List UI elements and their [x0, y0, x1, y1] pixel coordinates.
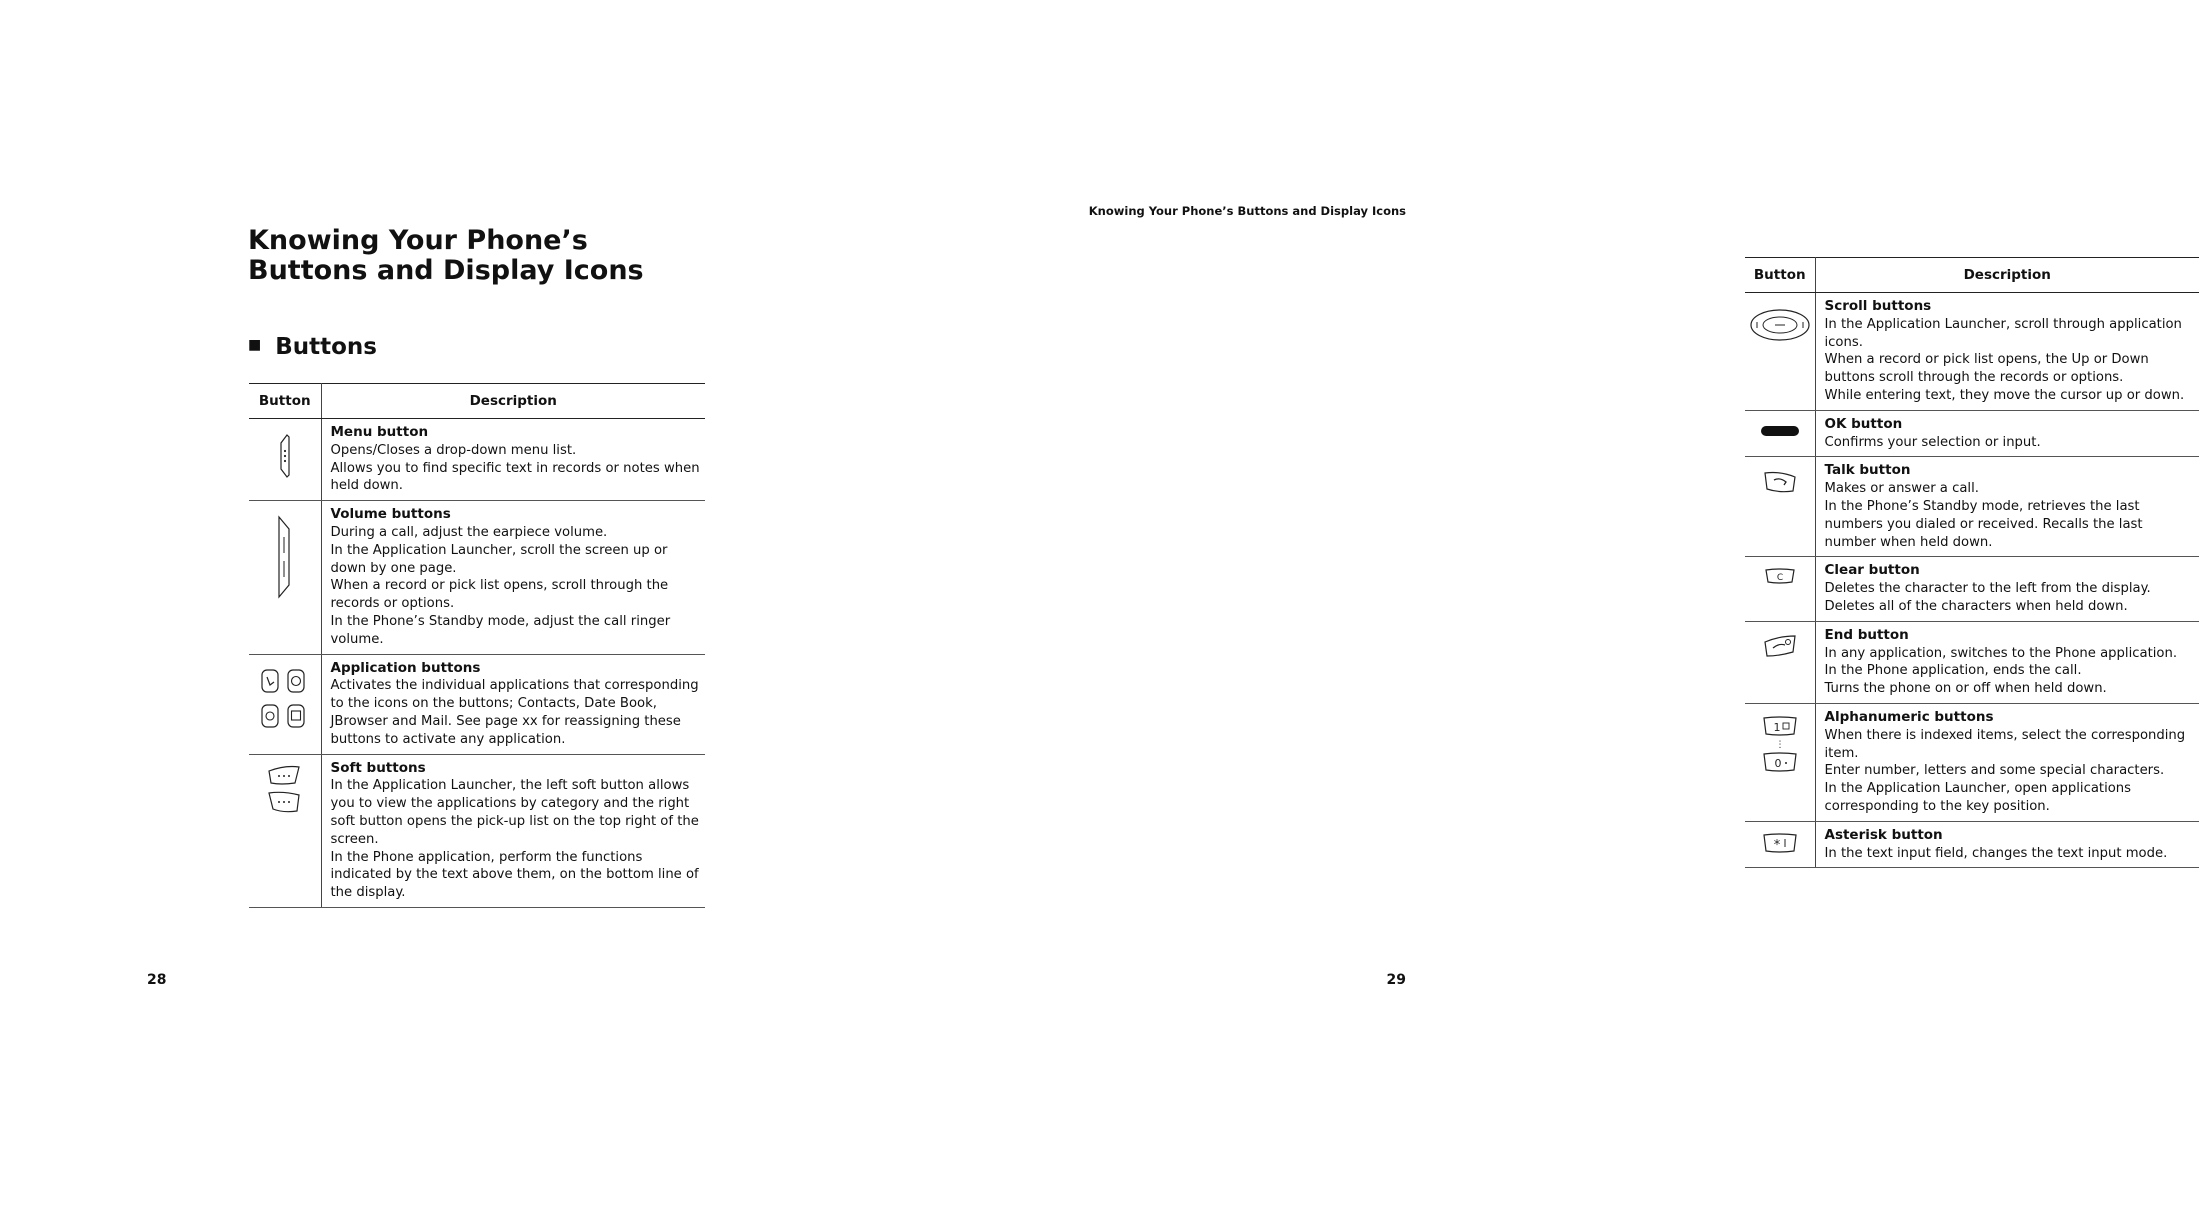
- talk-button-icon: [1761, 469, 1799, 495]
- right-page: [792, 0, 2186, 1224]
- asterisk-label: *: [1773, 837, 1780, 853]
- row-text: Confirms your selection or input.: [1824, 434, 2041, 450]
- table-row: [1745, 703, 2199, 821]
- clear-button-icon: [1763, 567, 1797, 585]
- row-text: In the text input field, changes the text input mode.: [1824, 845, 2168, 861]
- asterisk-button-icon: [1760, 832, 1800, 854]
- row-name: Talk button: [1824, 462, 1911, 479]
- row-text: In the Application Launcher, the left soft button allows you to view the applications by category and the right soft button opens the pick-up list on the top right of the screen.: [330, 778, 699, 847]
- row-text: In the Application Launcher, scroll the screen up or down by one page.: [330, 542, 668, 576]
- table-row: [1745, 621, 2199, 703]
- table-row: [249, 501, 705, 654]
- title-line-2: Buttons and Display Icons: [248, 255, 644, 286]
- buttons-table-right: [1745, 257, 2199, 868]
- row-text: Opens/Closes a drop-down menu list.: [330, 442, 577, 458]
- scroll-buttons-icon: [1749, 305, 1811, 345]
- table-row: [1745, 410, 2199, 457]
- row-text: In the Phone application, ends the call.: [1824, 663, 2082, 679]
- running-header: Knowing Your Phone’s Buttons and Display Icons: [1088, 204, 1406, 218]
- key-1-label: 1: [1773, 720, 1781, 734]
- clear-label: C: [1776, 573, 1783, 584]
- row-text: Deletes all of the characters when held down.: [1824, 598, 2128, 614]
- page-number: 28: [147, 972, 167, 988]
- menu-button-icon: [273, 425, 297, 485]
- page-number: 29: [1386, 972, 1406, 988]
- row-text: Allows you to find specific text in records or notes when held down.: [330, 460, 700, 494]
- table-row: [1745, 557, 2199, 621]
- row-text: In the Phone’s Standby mode, adjust the call ringer volume.: [330, 613, 671, 647]
- end-button-icon: [1761, 632, 1799, 660]
- row-name: Menu button: [330, 424, 429, 440]
- application-buttons-icon: [258, 665, 312, 733]
- row-name: End button: [1824, 626, 1909, 643]
- bullet-icon: ■: [248, 337, 262, 353]
- row-text: In any application, switches to the Phone application.: [1824, 645, 2178, 661]
- row-text: While entering text, they move the cursor up or down.: [1824, 387, 2185, 403]
- ok-button-icon: [1759, 424, 1801, 438]
- row-text: When there is indexed items, select the corresponding item.: [1824, 727, 2186, 761]
- row-name: OK button: [1824, 415, 1903, 432]
- column-header-description: Description: [1815, 258, 2199, 293]
- column-header-description: Description: [321, 384, 705, 419]
- row-text: When a record or pick list opens, the Up or Down buttons scroll through the records or options.: [1824, 352, 2149, 386]
- title-line-1: Knowing Your Phone’s: [248, 225, 588, 256]
- table-row: [249, 419, 705, 501]
- row-name: Volume buttons: [330, 506, 451, 523]
- alphanumeric-buttons-icon: [1760, 714, 1800, 776]
- left-page: [0, 0, 792, 1224]
- table-row: [249, 754, 705, 907]
- volume-buttons-icon: [273, 511, 297, 603]
- row-text: Deletes the character to the left from the display.: [1824, 581, 2151, 597]
- table-row: [1745, 293, 2199, 411]
- row-name: Clear button: [1824, 562, 1920, 579]
- svg-text:⋮: ⋮: [1775, 739, 1785, 750]
- table-row: [249, 654, 705, 754]
- key-0-label: 0: [1774, 756, 1782, 770]
- row-text: Makes or answer a call.: [1824, 481, 1979, 497]
- table-row: [1745, 457, 2199, 557]
- row-name: Scroll buttons: [1824, 298, 1932, 314]
- row-text: During a call, adjust the earpiece volume.: [330, 524, 608, 540]
- row-text: When a record or pick list opens, scroll through the records or options.: [330, 578, 669, 612]
- page-title: [248, 226, 644, 286]
- soft-buttons-icon: [263, 761, 307, 817]
- row-name: Soft buttons: [330, 759, 426, 776]
- row-text: In the Application Launcher, open applications corresponding to the key position.: [1824, 781, 2132, 814]
- buttons-table-left: [249, 383, 705, 908]
- row-text: Turns the phone on or off when held down.: [1824, 681, 2107, 697]
- row-text: In the Phone’s Standby mode, retrieves the last numbers you dialed or received. Recalls the last number when held down.: [1824, 498, 2143, 550]
- row-text: In the Phone application, perform the functions indicated by the text above them, on the bottom line of the display.: [330, 849, 699, 901]
- row-text: In the Application Launcher, scroll through application icons.: [1824, 316, 2182, 350]
- row-name: Alphanumeric buttons: [1824, 708, 1994, 725]
- row-text: Activates the individual applications that corresponding to the icons on the buttons; Contacts, Date Book, JBrowser and Mail. See page xx for reassigning these buttons to activate any application.: [330, 678, 699, 747]
- section-heading: [248, 334, 377, 360]
- row-name: Application buttons: [330, 659, 481, 676]
- row-name: Asterisk button: [1824, 826, 1943, 843]
- table-row: [1745, 821, 2199, 868]
- row-text: Enter number, letters and some special characters.: [1824, 763, 2165, 779]
- section-heading-text: Buttons: [275, 334, 377, 360]
- column-header-button: Button: [249, 384, 321, 419]
- column-header-button: Button: [1745, 258, 1815, 293]
